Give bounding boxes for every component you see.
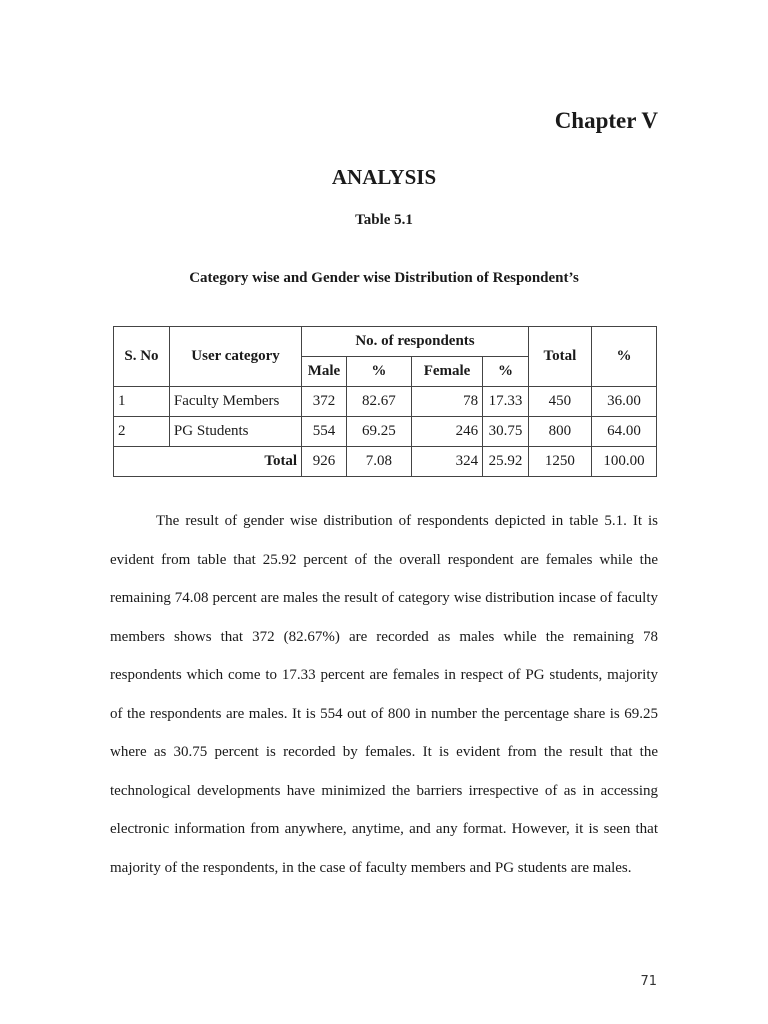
cell-category: PG Students — [169, 417, 301, 447]
header-total-pct: % — [591, 327, 656, 387]
body-paragraph: The result of gender wise distribution of respondents depicted in table 5.1. It is evident from table that 25.92 percent of the overall respondent are females while the remaining 74.08 percent are males the result of category wise distribution incase of faculty members shows that 372 (82.67%) are recorded as males while the remaining 78 respondents which come to 17.33 percent are females in respect of PG students, majority of the respondents are males. It is 554 out of 800 in number the percentage share is 69.25 where as 30.75 percent is recorded by females. It is evident from the result that the technological developments have minimized the barriers irrespective of as in accessing electronic information from anywhere, anytime, and any format. However, it is seen that majority of the respondents, in the case of faculty members and PG students are males. — [110, 513, 658, 876]
total-female-pct: 25.92 — [483, 447, 529, 477]
cell-sno: 1 — [114, 387, 170, 417]
cell-category: Faculty Members — [169, 387, 301, 417]
cell-total: 450 — [528, 387, 591, 417]
table-caption: Category wise and Gender wise Distribution of Respondent’s — [189, 270, 579, 286]
cell-female-pct: 17.33 — [483, 387, 529, 417]
table-row — [114, 387, 657, 417]
header-user-category: User category — [169, 327, 301, 387]
header-female-pct: % — [483, 357, 529, 387]
chapter-title: Chapter V — [554, 108, 658, 133]
respondents-table — [113, 326, 657, 477]
header-male-pct: % — [346, 357, 411, 387]
total-total: 1250 — [528, 447, 591, 477]
header-sno: S. No — [114, 327, 170, 387]
cell-female: 78 — [411, 387, 482, 417]
table-total-row — [114, 447, 657, 477]
total-female: 324 — [411, 447, 482, 477]
header-total: Total — [528, 327, 591, 387]
cell-male-pct: 69.25 — [346, 417, 411, 447]
header-female: Female — [411, 357, 482, 387]
page-number: 71 — [640, 974, 657, 989]
cell-sno: 2 — [114, 417, 170, 447]
total-total-pct: 100.00 — [591, 447, 656, 477]
cell-male-pct: 82.67 — [346, 387, 411, 417]
table-row — [114, 417, 657, 447]
cell-female: 246 — [411, 417, 482, 447]
cell-total-pct: 36.00 — [591, 387, 656, 417]
cell-total-pct: 64.00 — [591, 417, 656, 447]
total-label: Total — [114, 447, 302, 477]
table-label: Table 5.1 — [355, 212, 413, 228]
total-male: 926 — [302, 447, 347, 477]
total-male-pct: 7.08 — [346, 447, 411, 477]
cell-total: 800 — [528, 417, 591, 447]
cell-male: 554 — [302, 417, 347, 447]
table-header-row — [114, 327, 657, 357]
cell-female-pct: 30.75 — [483, 417, 529, 447]
header-male: Male — [302, 357, 347, 387]
header-respondents-group: No. of respondents — [302, 327, 529, 357]
cell-male: 372 — [302, 387, 347, 417]
section-heading: ANALYSIS — [331, 165, 437, 189]
